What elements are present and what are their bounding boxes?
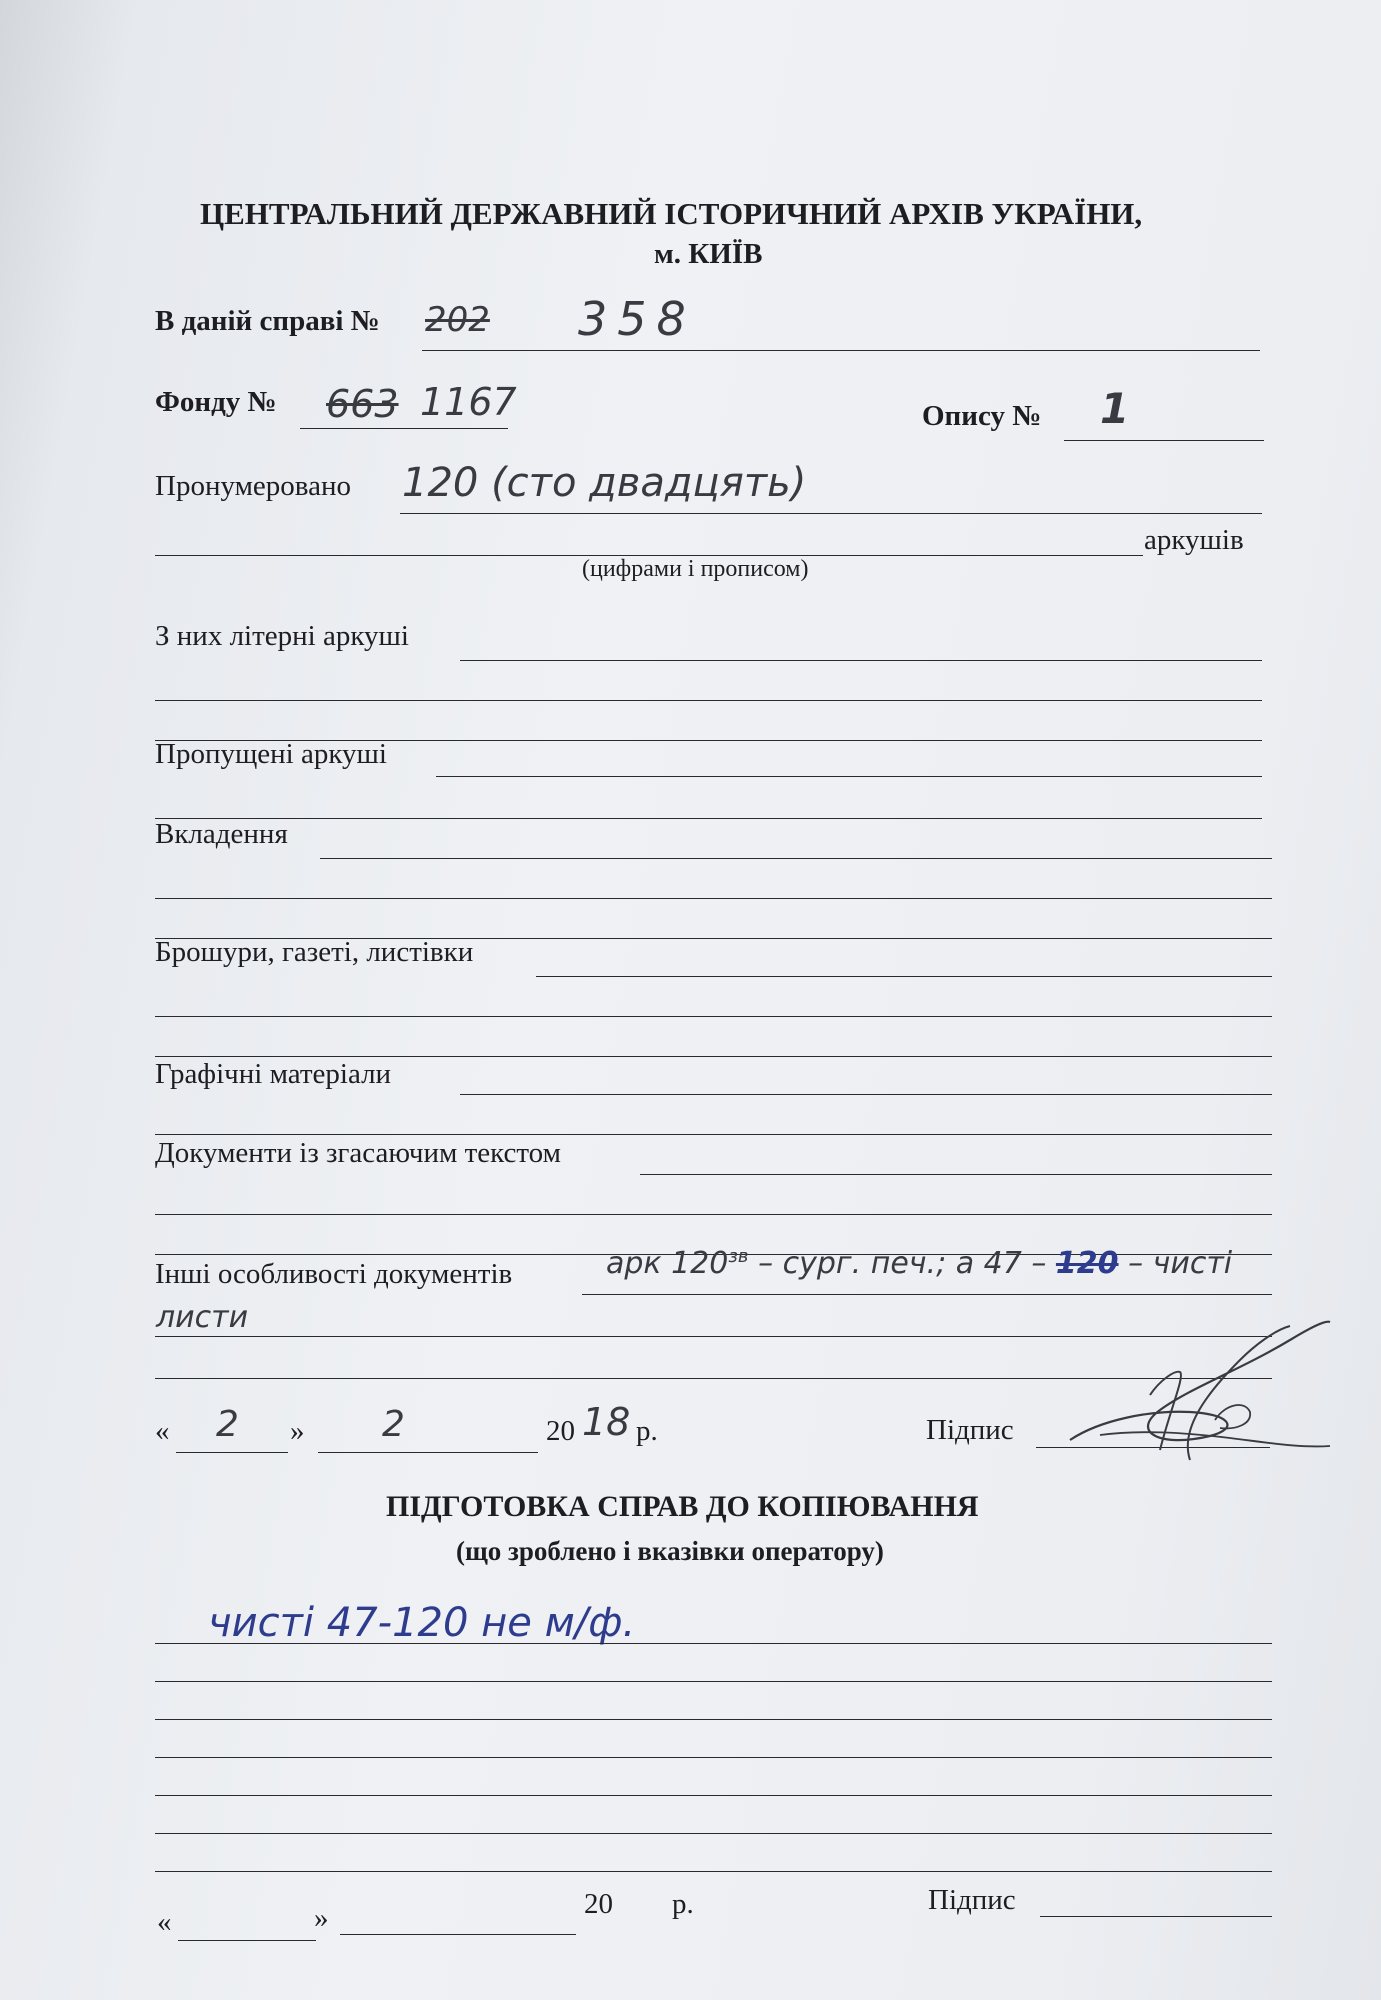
copy-prep-note: чисті 47-120 не м/ф.: [208, 1600, 636, 1646]
prep-line-6: [155, 1833, 1272, 1834]
brochures-line-3: [155, 1056, 1272, 1057]
missing-line-1: [436, 776, 1262, 777]
copy-prep-title: ПІДГОТОВКА СПРАВ ДО КОПІЮВАННЯ: [386, 1490, 979, 1523]
numbered-caption: (цифрами і прописом): [582, 556, 809, 582]
literal-line-1: [460, 660, 1262, 661]
brochures-label: Брошури, газеті, листівки: [155, 936, 474, 968]
prep-line-2: [155, 1681, 1272, 1682]
numbered-value: 120 (сто двадцять): [402, 460, 807, 506]
prep-line-3: [155, 1719, 1272, 1720]
case-number-value: 358: [578, 292, 696, 346]
date1-r: р.: [636, 1415, 658, 1447]
fond-value: 1167: [420, 380, 517, 424]
signature2-line: [1040, 1916, 1272, 1917]
literal-sheets-label: З них літерні аркуші: [155, 620, 409, 652]
other-notes-part1: арк 120: [606, 1246, 729, 1281]
attachments-label: Вкладення: [155, 818, 288, 850]
archive-name: ЦЕНТРАЛЬНИЙ ДЕРЖАВНИЙ ІСТОРИЧНИЙ АРХІВ УКРАЇНИ,: [200, 196, 1143, 231]
date1-year-suffix: 18: [582, 1400, 631, 1444]
date2-close-quote: »: [314, 1902, 329, 1934]
date2-month-line: [340, 1934, 576, 1935]
case-number-crossed: 202: [425, 300, 490, 340]
fond-crossed: 663: [326, 382, 399, 426]
fading-docs-label: Документи із згасаючим текстом: [155, 1137, 561, 1169]
graphics-line-1: [460, 1094, 1272, 1095]
fond-line: [300, 428, 508, 429]
attachments-line-2: [155, 898, 1272, 899]
date1-open-quote: «: [155, 1415, 170, 1447]
fading-line-2: [155, 1214, 1272, 1215]
date1-month-line: [318, 1452, 538, 1453]
literal-line-2: [155, 700, 1262, 701]
case-number-line: [422, 350, 1260, 351]
other-notes-part3: – чисті: [1128, 1246, 1233, 1281]
other-notes-line2: листи: [156, 1300, 249, 1335]
signature1-label: Підпис: [926, 1414, 1014, 1446]
other-line-1: [582, 1294, 1272, 1295]
date1-day-line: [176, 1452, 288, 1453]
date1-close-quote: »: [290, 1415, 305, 1447]
opys-line: [1064, 440, 1264, 441]
date1-day: 2: [216, 1404, 239, 1445]
other-features-label: Інші особливості документів: [155, 1258, 513, 1290]
other-notes-superscript: зв: [728, 1246, 749, 1267]
date2-open-quote: «: [157, 1906, 172, 1938]
missing-line-2: [155, 818, 1262, 819]
signature2-label: Підпис: [928, 1884, 1016, 1916]
numbered-line-1: [400, 513, 1262, 514]
date2-r: р.: [672, 1888, 694, 1920]
numbered-suffix: аркушів: [1144, 524, 1244, 556]
attachments-line-1: [320, 858, 1272, 859]
date2-day-line: [178, 1940, 316, 1941]
numbered-label: Пронумеровано: [155, 470, 352, 502]
prep-line-5: [155, 1795, 1272, 1796]
graphics-line-2: [155, 1134, 1272, 1135]
other-notes-crossed: 120: [1055, 1246, 1119, 1281]
date2-year-prefix: 20: [584, 1888, 613, 1920]
fading-line-1: [640, 1174, 1272, 1175]
prep-line-1: [155, 1643, 1272, 1644]
missing-sheets-label: Пропущені аркуші: [155, 738, 387, 770]
date1-year-prefix: 20: [546, 1415, 575, 1447]
prep-line-4: [155, 1757, 1272, 1758]
case-number-label: В даній справі №: [155, 305, 380, 337]
opys-label: Опису №: [922, 400, 1042, 432]
brochures-line-1: [536, 976, 1272, 977]
graphics-label: Графічні матеріали: [155, 1058, 392, 1090]
archive-city: м. КИЇВ: [654, 238, 763, 270]
date1-month: 2: [382, 1404, 405, 1445]
prep-line-7: [155, 1871, 1272, 1872]
other-notes-text: [606, 1246, 1232, 1281]
copy-prep-subtitle: (що зроблено і вказівки оператору): [456, 1536, 884, 1566]
brochures-line-2: [155, 1016, 1272, 1017]
signature-icon: [1040, 1300, 1340, 1470]
fond-label: Фонду №: [155, 386, 277, 418]
other-notes-part2: – сург. печ.; а 47 –: [758, 1246, 1047, 1281]
opys-value: 1: [1100, 384, 1130, 433]
